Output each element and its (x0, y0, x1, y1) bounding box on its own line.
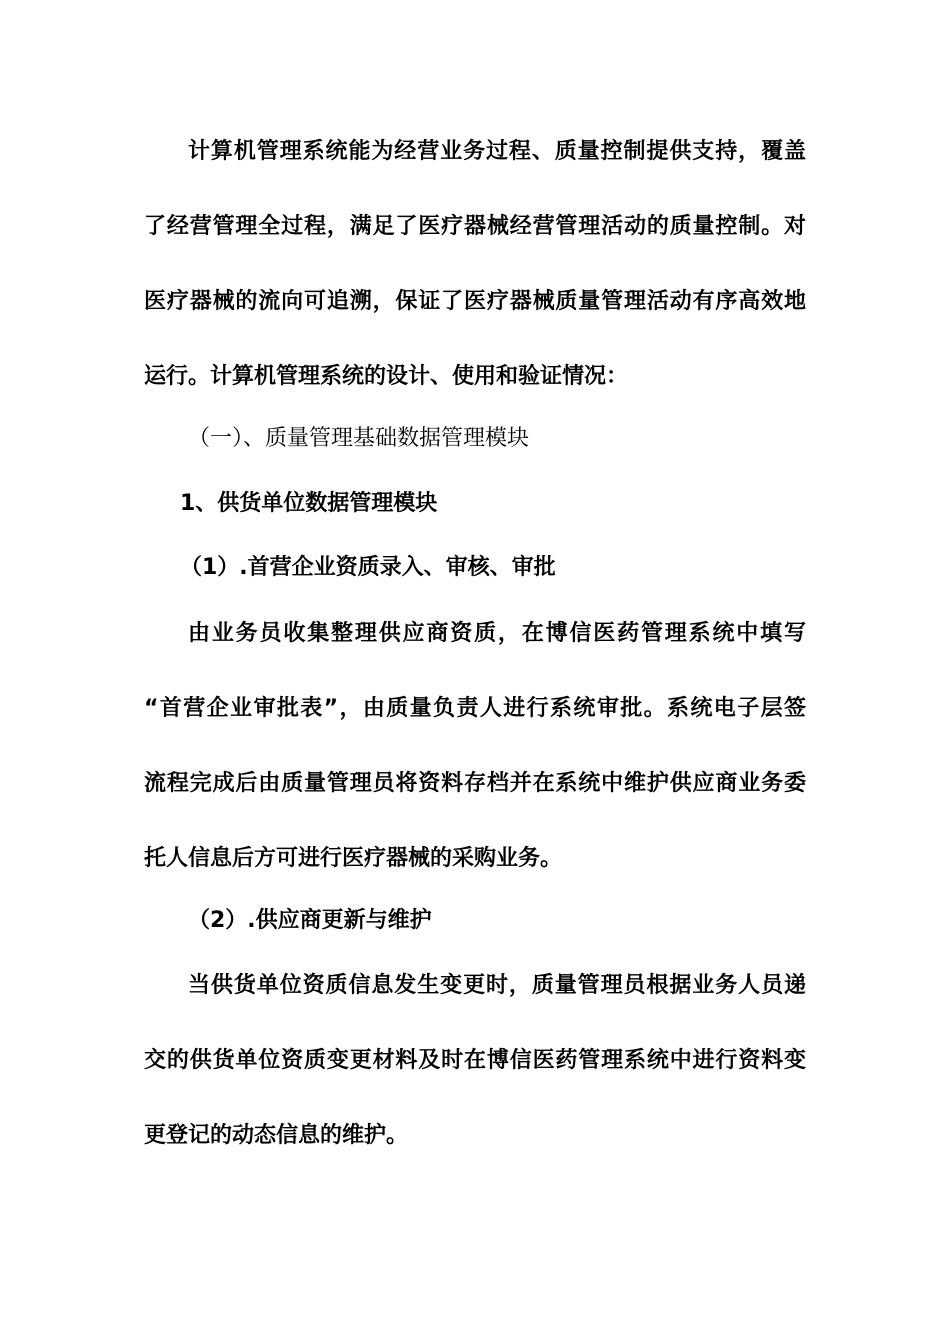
paragraph-line-9: 当供货单位资质信息发生变更时，质量管理员根据业务人员递 (188, 973, 806, 998)
section-heading: （一）、质量管理基础数据管理模块 (188, 426, 530, 451)
paragraph-line-8: 托人信息后方可进行医疗器械的采购业务。 (144, 846, 563, 871)
paragraph-line-2: 了经营管理全过程，满足了医疗器械经营管理活动的质量控制。对 (144, 214, 806, 239)
subsection-heading: 1、供货单位数据管理模块 (180, 491, 438, 516)
paragraph-line-11: 更登记的动态信息的维护。 (144, 1123, 409, 1148)
paragraph-line-10: 交的供货单位资质变更材料及时在博信医药管理系统中进行资料变 (144, 1048, 806, 1073)
paragraph-line-1: 计算机管理系统能为经营业务过程、质量控制提供支持，覆盖 (188, 139, 806, 164)
paragraph-line-3: 医疗器械的流向可追溯，保证了医疗器械质量管理活动有序高效地 (144, 289, 806, 314)
paragraph-line-5: 由业务员收集整理供应商资质，在博信医药管理系统中填写 (188, 621, 806, 646)
paragraph-line-7: 流程完成后由质量管理员将资料存档并在系统中维护供应商业务委 (144, 771, 806, 796)
item-heading-2: （2）.供应商更新与维护 (188, 908, 432, 933)
paragraph-line-4: 运行。计算机管理系统的设计、使用和验证情况： (144, 364, 629, 389)
paragraph-line-6: “首营企业审批表”，由质量负责人进行系统审批。系统电子层签 (144, 696, 806, 721)
item-heading-1: （1）.首营企业资质录入、审核、审批 (180, 555, 556, 580)
